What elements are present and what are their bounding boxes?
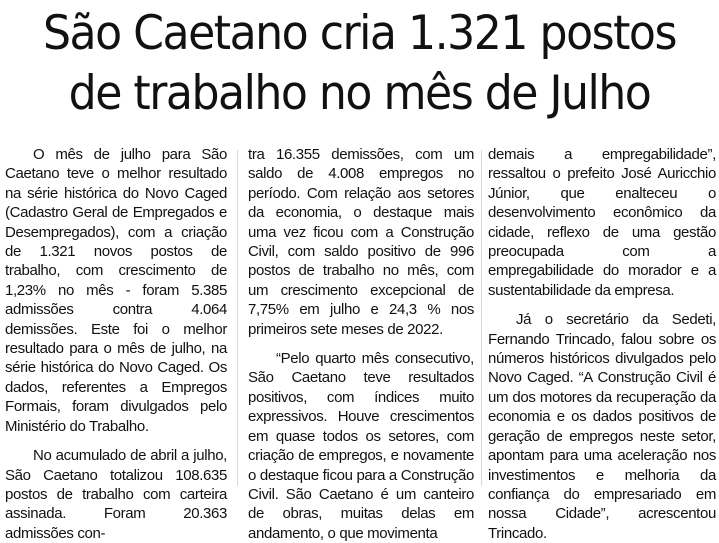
column-3-paragraph-2: Já o secretário da Sedeti, Fernando Trincado, falou sobre os números históricos divulgados pelo Novo Caged. “A Construção Civil é um dos motores da recuperação da economia e os dados positivos de geração de empregos neste setor, apontam para uma aceleração nos investimentos e melhoria da confiança do empresariado em nossa Cidade”, acrescentou Trincado. bbox=[488, 311, 716, 542]
column-divider-2 bbox=[481, 150, 482, 486]
headline-line-1: São Caetano cria 1.321 postos bbox=[42, 6, 676, 61]
column-1-paragraph-2: No acumulado de abril a julho, São Caetano totalizou 108.635 postos de trabalho com carteira assinada. Foram 20.363 admissões con- bbox=[5, 447, 227, 542]
column-3-paragraph-1: demais a empregabilidade”, ressaltou o prefeito José Auricchio Júnior, que enalteceu o desenvolvimento econômico da cidade, reflexo de uma gestão preocupada com a empregabilidade do morador e a sustentabilidade da empresa. bbox=[488, 146, 716, 299]
article-column-3 bbox=[488, 145, 716, 543]
column-2-paragraph-1: tra 16.355 demissões, com um saldo de 4.008 empregos no período. Com relação aos setores da economia, o destaque mais uma vez ficou com a Construção Civil, com saldo positivo de 996 postos de trabalho no mês, com um crescimento excepcional de 7,75% em julho e 24,3 % nos primeiros sete meses de 2022. bbox=[248, 146, 474, 338]
article-column-1 bbox=[5, 145, 227, 543]
headline-line-2: de trabalho no mês de Julho bbox=[68, 66, 651, 121]
column-1-paragraph-1: O mês de julho para São Caetano teve o melhor resultado na série histórica do Novo Caged (Cadastro Geral de Empregados e Desempregados), com a criação de 1.321 novos postos de trabalho, com crescimento de 1,23% no mês - foram 5.385 admissões contra 4.064 demissões. Este foi o melhor resultado para o mês de julho, na série histórica do Novo Caged. Os dados, referentes a Empregos Formais, foram divulgados pelo Ministério do Trabalho. bbox=[5, 146, 227, 435]
article-headline bbox=[22, 4, 698, 124]
column-2-paragraph-2: “Pelo quarto mês consecutivo, São Caetano teve resultados positivos, com índices muito expressivos. Houve crescimentos em quase todos os setores, com criação de empregos, e novamente o destaque ficou para a Construção Civil. São Caetano é um canteiro de obras, muitas delas em andamento, o que movimenta bbox=[248, 350, 474, 542]
article-column-2 bbox=[248, 145, 474, 543]
column-divider-1 bbox=[237, 150, 238, 486]
